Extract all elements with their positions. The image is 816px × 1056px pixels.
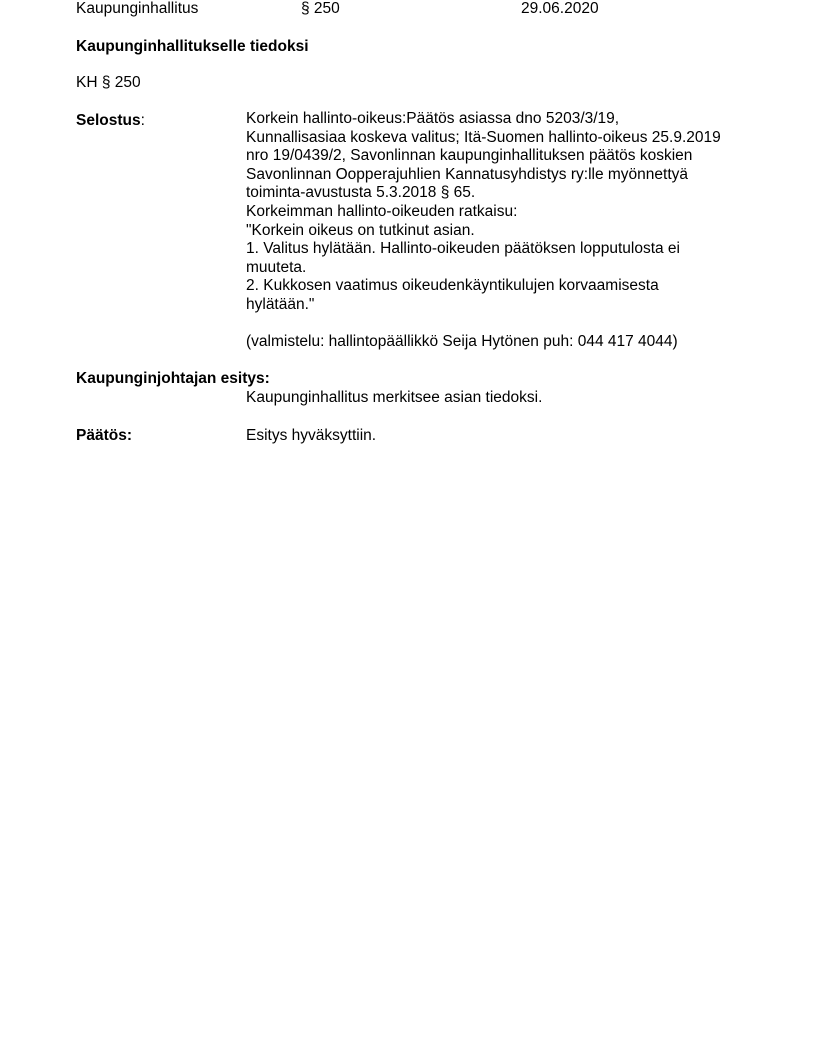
header-date: 29.06.2020 — [521, 0, 599, 17]
selostus-line: toiminta-avustusta 5.3.2018 § 65. — [246, 184, 476, 202]
proposal-label: Kaupunginjohtajan esitys: — [76, 370, 270, 387]
preparer-line: (valmistelu: hallintopäällikkö Seija Hytönen puh: 044 417 4044) — [246, 333, 678, 351]
selostus-line: Kunnallisasiaa koskeva valitus; Itä-Suomen hallinto-oikeus 25.9.2019 — [246, 128, 721, 146]
selostus-line: Korkein hallinto-oikeus:Päätös asiassa dno 5203/3/19, — [246, 110, 620, 127]
selostus-line: hylätään." — [246, 295, 315, 313]
reference: KH § 250 — [76, 74, 141, 91]
selostus-colon: : — [140, 112, 145, 129]
selostus-label: Selostus — [76, 112, 141, 129]
decision-label: Päätös: — [76, 427, 132, 444]
selostus-line: Korkeimman hallinto-oikeuden ratkaisu: — [246, 202, 518, 220]
header-section: § 250 — [301, 0, 340, 17]
proposal-text: Kaupunginhallitus merkitsee asian tiedoksi. — [246, 389, 543, 406]
selostus-line: 2. Kukkosen vaatimus oikeudenkäyntikulujen korvaamisesta — [246, 277, 659, 295]
selostus-line: Savonlinnan Oopperajuhlien Kannatusyhdistys ry:lle myönnettyä — [246, 165, 689, 183]
selostus-body — [246, 110, 766, 352]
header-body-name: Kaupunginhallitus — [76, 0, 199, 17]
document-title: Kaupunginhallitukselle tiedoksi — [76, 38, 309, 55]
blank-line — [246, 315, 766, 334]
selostus-line: muuteta. — [246, 258, 307, 276]
selostus-line: 1. Valitus hylätään. Hallinto-oikeuden päätöksen lopputulosta ei — [246, 240, 680, 258]
decision-text: Esitys hyväksyttiin. — [246, 427, 377, 444]
selostus-label-wrap — [76, 112, 145, 130]
selostus-line: "Korkein oikeus on tutkinut asian. — [246, 221, 475, 239]
selostus-line: nro 19/0439/2, Savonlinnan kaupunginhallituksen päätös koskien — [246, 147, 693, 165]
